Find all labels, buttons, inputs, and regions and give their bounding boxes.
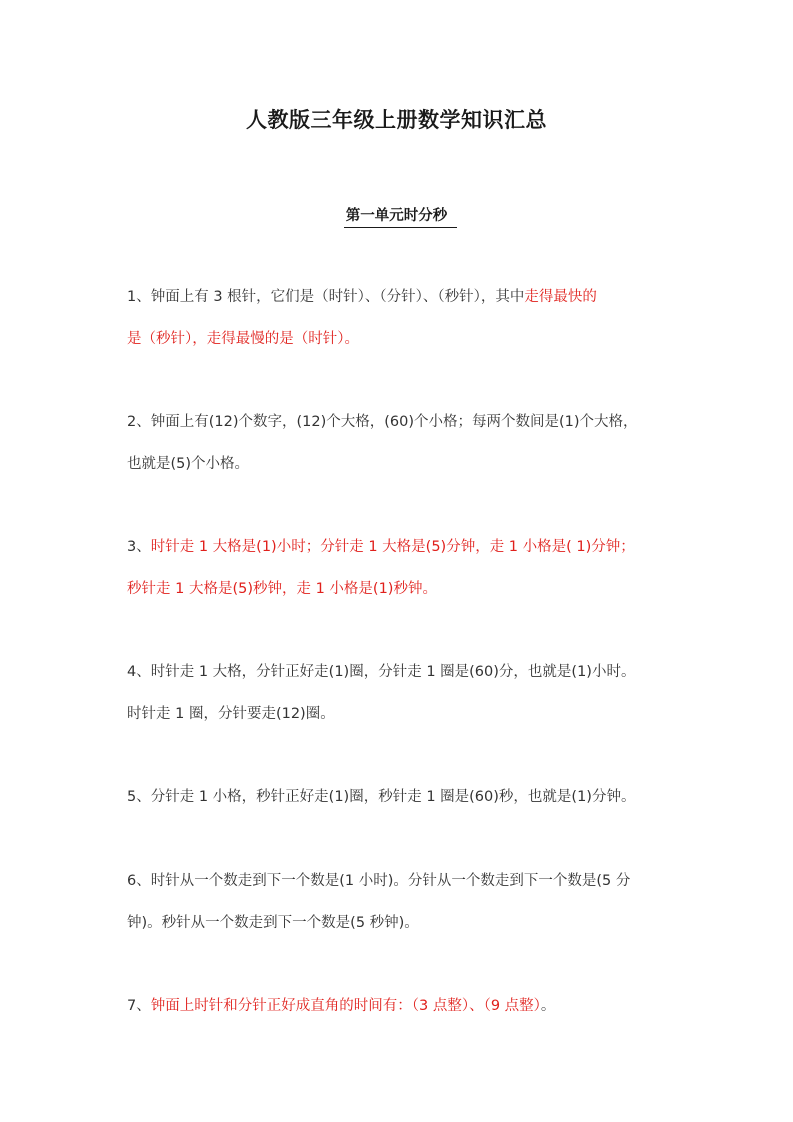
- paragraph-1: [127, 276, 672, 360]
- paragraph-7-highlight: 钟面上时针和分针正好成直角的时间有：（3 点整）、（9 点整）: [150, 998, 541, 1014]
- section-title: [0, 204, 793, 228]
- paragraph-5-line1: 5、分针走 1 小格，秒针正好走(1)圈，秒针走 1 圈是(60)秒，也就是(1)分钟。: [127, 789, 636, 805]
- paragraph-4: [127, 651, 672, 735]
- paragraph-2-line1: 2、钟面上有(12)个数字，(12)个大格，(60)个小格；每两个数间是(1)个大格，: [127, 414, 638, 430]
- paragraph-6-line2: 钟)。秒针从一个数走到下一个数是(5 秒钟)。: [127, 915, 419, 931]
- paragraph-3-highlight: 时针走 1 大格是(1)小时；分针走 1 大格是(5)分钟，走 1 小格是( 1)分钟；: [150, 539, 635, 555]
- paragraph-1-text: 1、钟面上有 3 根针，它们是（时针）、（分针）、（秒针），其中: [127, 289, 525, 305]
- paragraph-5: [127, 776, 672, 818]
- document-title: 人教版三年级上册数学知识汇总: [246, 108, 547, 132]
- paragraph-3: [127, 526, 672, 610]
- paragraph-1-highlight-line2: 是（秒针），走得最慢的是（时针）。: [127, 331, 359, 347]
- paragraph-7-suffix: 。: [540, 998, 556, 1014]
- paragraph-7-prefix: 7、: [127, 998, 151, 1014]
- paragraph-3-highlight-line2: 秒针走 1 大格是(5)秒钟，走 1 小格是(1)秒钟。: [127, 581, 437, 597]
- paragraph-2: [127, 401, 672, 485]
- paragraph-6-line1: 6、时针从一个数走到下一个数是(1 小时)。分针从一个数走到下一个数是(5 分: [127, 873, 631, 889]
- paragraph-2-line2: 也就是(5)个小格。: [127, 456, 250, 472]
- paragraph-1-highlight: 走得最快的: [524, 289, 597, 305]
- paragraph-4-line1: 4、时针走 1 大格，分针正好走(1)圈，分针走 1 圈是(60)分，也就是(1)小时。: [127, 664, 636, 680]
- paragraph-6: [127, 860, 672, 944]
- paragraph-3-prefix: 3、: [127, 539, 151, 555]
- paragraph-4-line2: 时针走 1 圈，分针要走(12)圈。: [127, 706, 335, 722]
- section-title-text: 第一单元时分秒: [344, 204, 458, 228]
- paragraph-7: [127, 985, 672, 1027]
